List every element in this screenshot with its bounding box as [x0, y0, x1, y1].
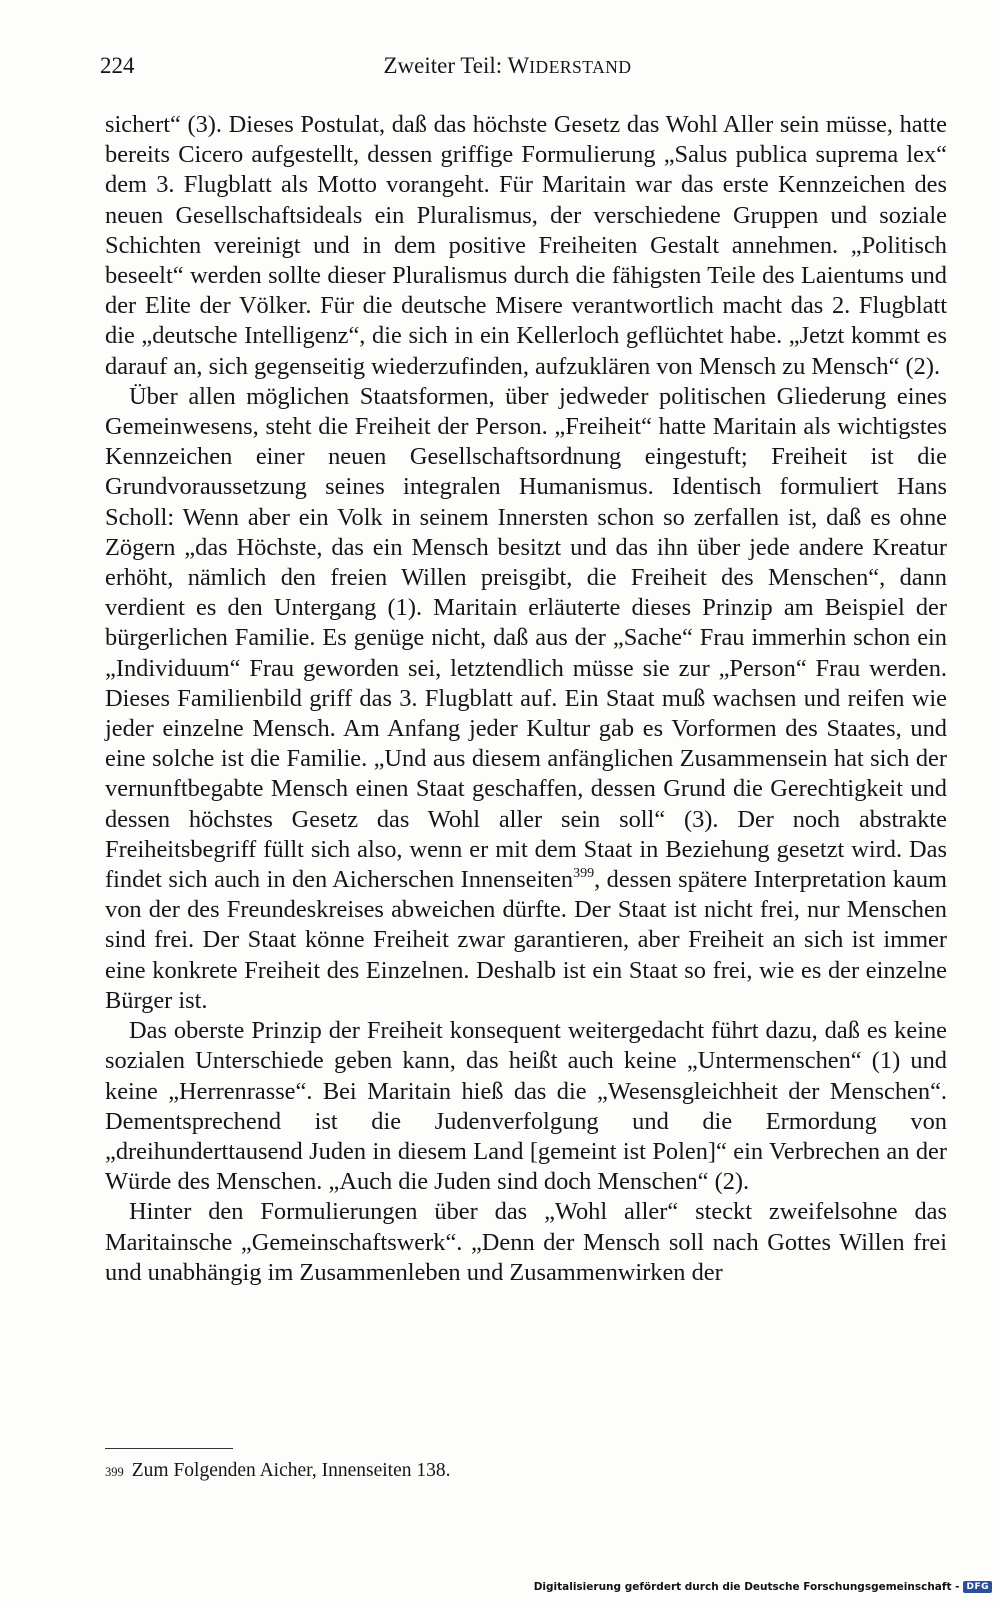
paragraph-1: [105, 110, 947, 382]
paragraph-2: [105, 382, 947, 1016]
footnote-text: Zum Folgenden Aicher, Innenseiten 138.: [131, 1460, 451, 1481]
paragraph-text: Über allen möglichen Staatsformen, über jedweder politischen Gliederung eines Gemeinwesens, steht die Freiheit der Person. „Freiheit“ hatte Maritain als wichtigstes Kennzeichen einer neuen Gesellschaftsordnung eingestuft; Freiheit ist die Grundvoraussetzung seines integralen Humanismus. Identisch formuliert Hans Scholl: Wenn aber ein Volk in seinem Innersten schon so zerfallen ist, daß es ohne Zögern „das Höchste, das ein Mensch besitzt und das ihn über jede andere Kreatur erhöht, nämlich den freien Willen preisgibt, die Freiheit des Menschen“, dann verdient es den Untergang (1). Maritain erläuterte dieses Prinzip am Beispiel der bürgerlichen Familie. Es genüge nicht, daß aus der „Sache“ Frau immerhin schon ein „Individuum“ Frau geworden sei, letztendlich müsse sie zur „Person“ Frau werden. Dieses Familienbild griff das 3. Flugblatt auf. Ein Staat muß wachsen und reifen wie jeder einzelne Mensch. Am Anfang jeder Kultur gab es Vorformen des Staates, und eine solche ist die Familie. „Und aus diesem anfänglichen Zusammensein hat sich der vernunftbegabte Mensch einen Staat geschaffen, dessen Grund die Gerechtigkeit und dessen höchstes Gesetz das Wohl aller sein soll“ (3). Der noch abstrakte Freiheitsbegriff füllt sich also, wenn er mit dem Staat in Beziehung gesetzt wird. Das findet sich auch in den Aicherschen Innenseiten: [105, 382, 947, 894]
paragraph-text: Das oberste Prinzip der Freiheit konsequent weitergedacht führt dazu, daß es keine sozialen Unterschiede geben kann, das heißt auch keine „Untermenschen“ (1) und keine „Herrenrasse“. Bei Maritain hieß das die „Wesensgleichheit der Menschen“. Dementsprechend ist die Judenverfolgung und die Ermordung von „dreihunderttausend Juden in diesem Land [gemeint ist Polen]“ ein Verbrechen an der Würde des Menschen. „Auch die Juden sind doch Menschen“ (2).: [105, 1017, 947, 1196]
paragraph-text: Hinter den Formulierungen über das „Wohl aller“ steckt zweifelsohne das Maritainsche „Gemeinschaftswerk“. „Denn der Mensch soll nach Gottes Willen frei und unabhängig im Zusammenleben und Zusammenwirken der: [105, 1198, 947, 1286]
paragraph-4: [105, 1197, 947, 1288]
running-head: [100, 50, 915, 82]
running-title: [100, 50, 915, 83]
digitization-note: Digitalisierung gefördert durch die Deutsche Forschungsgemeinschaft -: [533, 1581, 960, 1593]
paragraph-text: sichert“ (3). Dieses Postulat, daß das höchste Gesetz das Wohl Aller sein müsse, hatte bereits Cicero aufgestellt, dessen griffige Formulierung „Salus publica suprema lex“ dem 3. Flugblatt als Motto vorangeht. Für Maritain war das erste Kennzeichen des neuen Gesellschaftsideals ein Pluralismus, der verschiedene Gruppen und soziale Schichten vereinigt und in dem positive Freiheiten Gestalt annehmen. „Politisch beseelt“ werden sollte dieser Pluralismus durch die fähigsten Teile des Laientums und der Elite der Völker. Für die deutsche Misere verantwortlich macht das 2. Flugblatt die „deutsche Intelligenz“, die sich in ein Kellerloch geflüchtet habe. „Jetzt kommt es darauf an, sich gegenseitig wiederzufinden, aufzuklären von Mensch zu Mensch“ (2).: [105, 111, 947, 380]
running-title-smallcaps: IDERSTAND: [529, 57, 632, 77]
footnote-reference: 399: [573, 866, 595, 882]
dfg-logo: DFG: [963, 1581, 992, 1593]
paragraph-3: [105, 1016, 947, 1197]
paragraph-text: , dessen spätere Interpretation kaum von der des Freundeskreises abweichen dürfte. Der Staat ist nicht frei, nur Menschen sind frei. Der Staat könne Freiheit zwar garantieren, aber Freiheit an sich ist immer eine konkrete Freiheit des Einzelnen. Deshalb ist ein Staat so frei, wie es der einzelne Bürger ist.: [105, 866, 947, 1014]
running-title-initial: W: [507, 53, 530, 78]
body-text: [105, 110, 947, 1288]
digitization-credit: [534, 1578, 992, 1596]
footnote: [105, 1458, 947, 1484]
page-number: 224: [100, 53, 135, 78]
footnote-number: 399: [105, 1465, 124, 1479]
running-title-prefix: Zweiter Teil:: [383, 53, 503, 78]
footnote-divider: [105, 1448, 233, 1449]
